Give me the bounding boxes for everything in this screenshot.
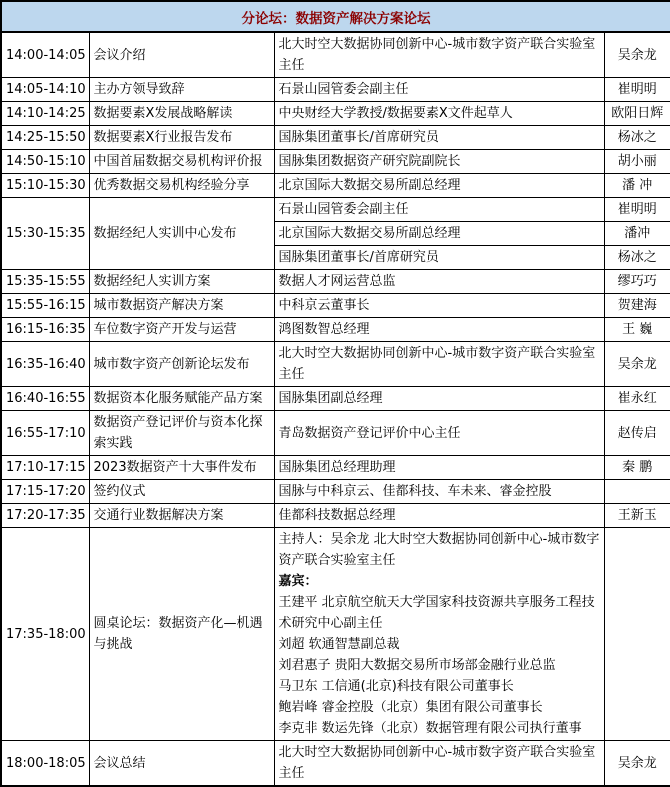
table-row [1, 504, 670, 528]
speaker-cell: 鸿图数智总经理 [274, 318, 604, 342]
name-cell: 崔永红 [604, 387, 670, 411]
time-cell: 14:25-15:50 [1, 126, 89, 150]
name-cell: 缪巧巧 [604, 270, 670, 294]
topic-cell: 数据资本化服务赋能产品方案 [89, 387, 274, 411]
name-cell: 杨冰之 [604, 246, 670, 270]
table-row [1, 198, 670, 222]
table-row [1, 387, 670, 411]
table-row [1, 174, 670, 198]
name-cell: 潘冲 [604, 222, 670, 246]
header-row [1, 1, 670, 32]
time-cell: 15:10-15:30 [1, 174, 89, 198]
speaker-cell: 中央财经大学教授/数据要素X文件起草人 [274, 102, 604, 126]
table-row [1, 150, 670, 174]
name-cell: 王 巍 [604, 318, 670, 342]
topic-cell: 数据要素X发展战略解读 [89, 102, 274, 126]
speaker-cell: 北大时空大数据协同创新中心-城市数字资产联合实验室主任 [274, 342, 604, 387]
roundtable-line: 刘超 软通智慧副总裁 [278, 637, 400, 652]
table-row [1, 294, 670, 318]
name-cell: 王新玉 [604, 504, 670, 528]
time-cell: 14:00-14:05 [1, 32, 89, 78]
name-cell: 吴余龙 [604, 32, 670, 78]
time-cell: 16:40-16:55 [1, 387, 89, 411]
guest-label: 嘉宾： [278, 574, 318, 589]
speaker-cell: 北大时空大数据协同创新中心-城市数字资产联合实验室主任 [274, 741, 604, 787]
speaker-cell: 中科京云董事长 [274, 294, 604, 318]
name-cell: 秦 鹏 [604, 456, 670, 480]
speaker-cell: 佳都科技数据总经理 [274, 504, 604, 528]
table-row [1, 528, 670, 741]
time-cell: 17:35-18:00 [1, 528, 89, 741]
speaker-cell: 数据人才网运营总监 [274, 270, 604, 294]
speaker-cell: 国脉集团董事长/首席研究员 [274, 246, 604, 270]
topic-cell: 数据经纪人实训方案 [89, 270, 274, 294]
name-cell: 杨冰之 [604, 126, 670, 150]
time-cell: 18:00-18:05 [1, 741, 89, 787]
time-cell: 17:15-17:20 [1, 480, 89, 504]
speaker-cell: 北京国际大数据交易所副总经理 [274, 174, 604, 198]
name-cell [604, 480, 670, 504]
table-row [1, 411, 670, 456]
name-cell: 崔明明 [604, 78, 670, 102]
name-cell: 赵传启 [604, 411, 670, 456]
topic-cell: 车位数字资产开发与运营 [89, 318, 274, 342]
time-cell: 17:20-17:35 [1, 504, 89, 528]
time-cell: 15:55-16:15 [1, 294, 89, 318]
table-row [1, 480, 670, 504]
topic-cell: 会议总结 [89, 741, 274, 787]
name-cell: 胡小丽 [604, 150, 670, 174]
name-cell: 崔明明 [604, 198, 670, 222]
roundtable-line: 王建平 北京航空航天大学国家科技资源共享服务工程技术研究中心副主任 [278, 595, 595, 631]
topic-cell: 主办方领导致辞 [89, 78, 274, 102]
speaker-cell: 北大时空大数据协同创新中心-城市数字资产联合实验室主任 [274, 32, 604, 78]
page-title: 分论坛：数据资产解决方案论坛 [1, 1, 670, 32]
table-row [1, 318, 670, 342]
speaker-cell: 北京国际大数据交易所副总经理 [274, 222, 604, 246]
topic-cell: 数据资产登记评价与资本化探索实践 [89, 411, 274, 456]
topic-cell: 中国首届数据交易机构评价报 [89, 150, 274, 174]
time-cell: 14:05-14:10 [1, 78, 89, 102]
topic-cell: 交通行业数据解决方案 [89, 504, 274, 528]
topic-cell: 签约仪式 [89, 480, 274, 504]
name-cell: 贺建海 [604, 294, 670, 318]
time-cell: 16:15-16:35 [1, 318, 89, 342]
name-cell [604, 528, 670, 741]
topic-cell: 圆桌论坛：数据资产化—机遇与挑战 [89, 528, 274, 741]
agenda-header [1, 1, 670, 32]
time-cell: 16:35-16:40 [1, 342, 89, 387]
roundtable-speaker-cell [274, 528, 604, 741]
name-cell: 潘 冲 [604, 174, 670, 198]
table-row [1, 270, 670, 294]
roundtable-line: 李克非 数运先锋（北京）数据管理有限公司执行董事 [278, 721, 582, 736]
table-row [1, 102, 670, 126]
speaker-cell: 国脉集团数据资产研究院副院长 [274, 150, 604, 174]
roundtable-line: 马卫东 工信通(北京)科技有限公司董事长 [278, 679, 514, 694]
speaker-cell: 国脉与中科京云、佳都科技、车未来、睿金控股 [274, 480, 604, 504]
speaker-cell: 石景山园管委会副主任 [274, 78, 604, 102]
speaker-cell: 青岛数据资产登记评价中心主任 [274, 411, 604, 456]
topic-cell: 会议介绍 [89, 32, 274, 78]
topic-cell: 城市数字资产创新论坛发布 [89, 342, 274, 387]
topic-cell: 优秀数据交易机构经验分享 [89, 174, 274, 198]
speaker-cell: 石景山园管委会副主任 [274, 198, 604, 222]
table-row [1, 741, 670, 787]
table-row [1, 456, 670, 480]
time-cell: 14:10-14:25 [1, 102, 89, 126]
name-cell: 吴余龙 [604, 342, 670, 387]
table-row [1, 342, 670, 387]
table-row [1, 126, 670, 150]
speaker-cell: 国脉集团副总经理 [274, 387, 604, 411]
schedule-body [1, 32, 670, 786]
roundtable-line: 刘君惠子 贵阳大数据交易所市场部金融行业总监 [278, 658, 556, 673]
table-row [1, 78, 670, 102]
table-row [1, 32, 670, 78]
time-cell: 17:10-17:15 [1, 456, 89, 480]
topic-cell: 2023数据资产十大事件发布 [89, 456, 274, 480]
speaker-cell: 国脉集团总经理助理 [274, 456, 604, 480]
time-cell: 16:55-17:10 [1, 411, 89, 456]
speaker-cell: 国脉集团董事长/首席研究员 [274, 126, 604, 150]
roundtable-line: 鲍岩峰 睿金控股（北京）集团有限公司董事长 [278, 700, 543, 715]
name-cell: 吴余龙 [604, 741, 670, 787]
time-cell: 15:30-15:35 [1, 198, 89, 270]
topic-cell: 数据经纪人实训中心发布 [89, 198, 274, 270]
time-cell: 14:50-15:10 [1, 150, 89, 174]
roundtable-line: 主持人：吴余龙 北大时空大数据协同创新中心-城市数字资产联合实验室主任 [278, 532, 600, 568]
name-cell: 欧阳日辉 [604, 102, 670, 126]
topic-cell: 城市数据资产解决方案 [89, 294, 274, 318]
time-cell: 15:35-15:55 [1, 270, 89, 294]
topic-cell: 数据要素X行业报告发布 [89, 126, 274, 150]
